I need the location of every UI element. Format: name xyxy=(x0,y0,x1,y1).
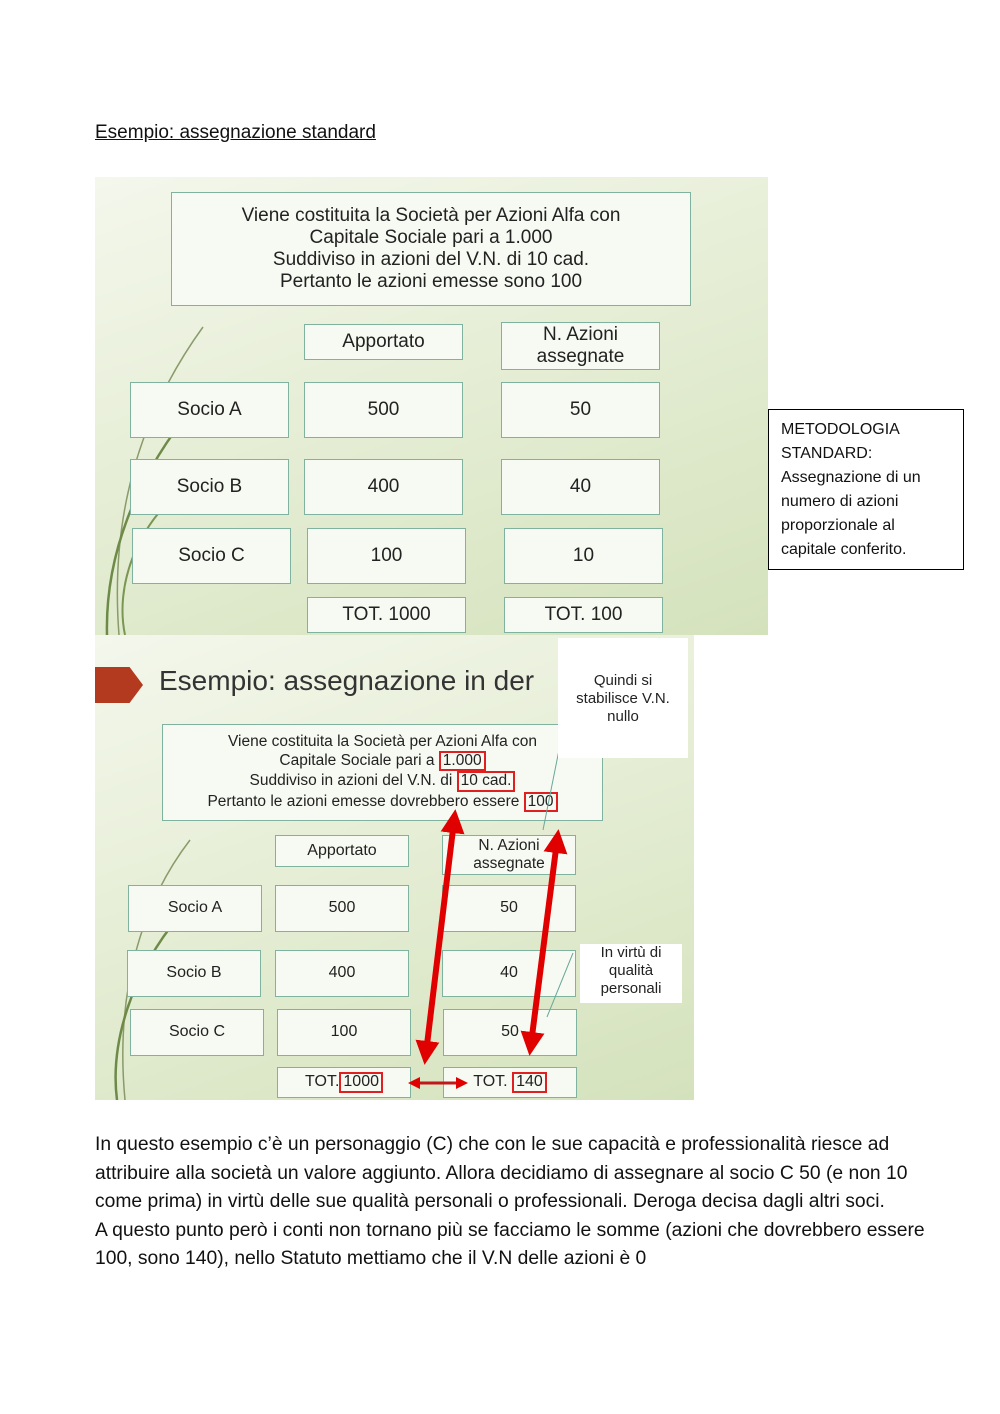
total-azioni: TOT. 100 xyxy=(504,597,663,633)
header-apportato: Apportato xyxy=(304,324,463,360)
socio-a-apportato: 500 xyxy=(304,382,463,438)
header-apportato: Apportato xyxy=(275,835,409,867)
socio-a-azioni: 50 xyxy=(501,382,660,438)
slide-heading: Esempio: assegnazione in der xyxy=(159,665,535,696)
socio-a-apportato: 500 xyxy=(275,885,409,932)
socio-a-cell: Socio A xyxy=(128,885,262,932)
arrow-emesse-to-total xyxy=(531,841,557,1044)
socio-b-cell: Socio B xyxy=(130,459,289,515)
socio-b-azioni: 40 xyxy=(442,950,576,997)
socio-c-azioni: 10 xyxy=(504,528,663,584)
arrow-capitale-to-total xyxy=(426,821,454,1053)
methodology-note xyxy=(768,409,964,570)
header-azioni-line: N. Azioni xyxy=(478,837,540,855)
intro-line: Suddiviso in azioni del V.N. di 10 cad. xyxy=(272,249,590,270)
callout-line: Quindi si xyxy=(593,672,653,689)
total-apportato: TOT. 1000 xyxy=(307,597,466,633)
socio-a-azioni: 50 xyxy=(442,885,576,932)
socio-b-azioni: 40 xyxy=(501,459,660,515)
note-line: METODOLOGIA xyxy=(781,421,900,438)
paragraph: In questo esempio c’è un personaggio (C) che con le sue capacità e professionalità riesce ad attribuire alla società un valore aggiunto. Allora decidiamo di assegnare al socio C 50 (e non 10 come prima) in virtù delle sue qualità personali o professionali. Deroga decisa dagli altri soci. xyxy=(95,1134,908,1213)
total-label: TOT. xyxy=(473,1073,508,1091)
azioni-emesse-highlight: 100 xyxy=(524,792,558,812)
socio-c-apportato: 100 xyxy=(277,1009,411,1056)
slide-standard-assignment xyxy=(95,177,768,635)
callout-vn-nullo xyxy=(558,638,688,758)
header-azioni-line: N. Azioni xyxy=(543,324,618,346)
callout-line: stabilisce V.N. xyxy=(576,690,670,707)
header-azioni-line: assegnate xyxy=(536,346,625,367)
slide-derogation-assignment xyxy=(95,635,694,1100)
socio-c-azioni: 50 xyxy=(443,1009,577,1056)
callout-line: qualità xyxy=(608,962,654,979)
header-azioni xyxy=(501,322,660,370)
body-text xyxy=(95,1131,925,1274)
document-title: Esempio: assegnazione standard xyxy=(95,122,376,143)
callout-pointer-right xyxy=(547,953,573,1017)
paragraph: A questo punto però i conti non tornano più se facciamo le somme (azioni che dovrebbero essere 100, sono 140), nello Statuto mettiamo che il V.N delle azioni è 0 xyxy=(95,1219,925,1270)
intro-text: Pertanto le azioni emesse dovrebbero essere xyxy=(207,792,520,810)
note-line: proporzionale al xyxy=(781,517,895,534)
intro-line: Viene costituita la Società per Azioni Alfa con xyxy=(241,205,621,227)
vn-highlight: 10 cad. xyxy=(457,771,516,791)
intro-text: Capitale Sociale pari a xyxy=(279,752,435,769)
socio-c-cell: Socio C xyxy=(130,1009,264,1056)
callout-line: personali xyxy=(600,980,662,997)
socio-a-cell: Socio A xyxy=(130,382,289,438)
intro-line: Viene costituita la Società per Azioni Alfa con xyxy=(227,733,538,751)
note-line: STANDARD: xyxy=(781,445,873,462)
callout-line: In virtù di xyxy=(600,944,662,961)
socio-b-apportato: 400 xyxy=(304,459,463,515)
total-azioni-highlight: 140 xyxy=(512,1072,547,1093)
callout-qualita-personali xyxy=(580,944,682,1003)
note-line: numero di azioni xyxy=(781,493,899,510)
socio-c-cell: Socio C xyxy=(132,528,291,584)
intro-box xyxy=(171,192,691,306)
header-azioni-line: assegnate xyxy=(473,855,545,872)
intro-line: Capitale Sociale pari a 1.000 xyxy=(309,227,553,249)
socio-c-apportato: 100 xyxy=(307,528,466,584)
capitale-highlight: 1.000 xyxy=(439,751,486,771)
intro-text: Suddiviso in azioni del V.N. di xyxy=(249,772,453,790)
intro-line: Pertanto le azioni emesse sono 100 xyxy=(279,270,583,292)
total-label: TOT. xyxy=(305,1073,340,1091)
note-line: Assegnazione di un xyxy=(781,469,921,486)
note-line: capitale conferito. xyxy=(781,541,907,558)
callout-line: nullo xyxy=(607,708,639,725)
total-apportato-highlight: 1000 xyxy=(339,1072,383,1093)
socio-b-cell: Socio B xyxy=(127,950,261,997)
socio-b-apportato: 400 xyxy=(275,950,409,997)
